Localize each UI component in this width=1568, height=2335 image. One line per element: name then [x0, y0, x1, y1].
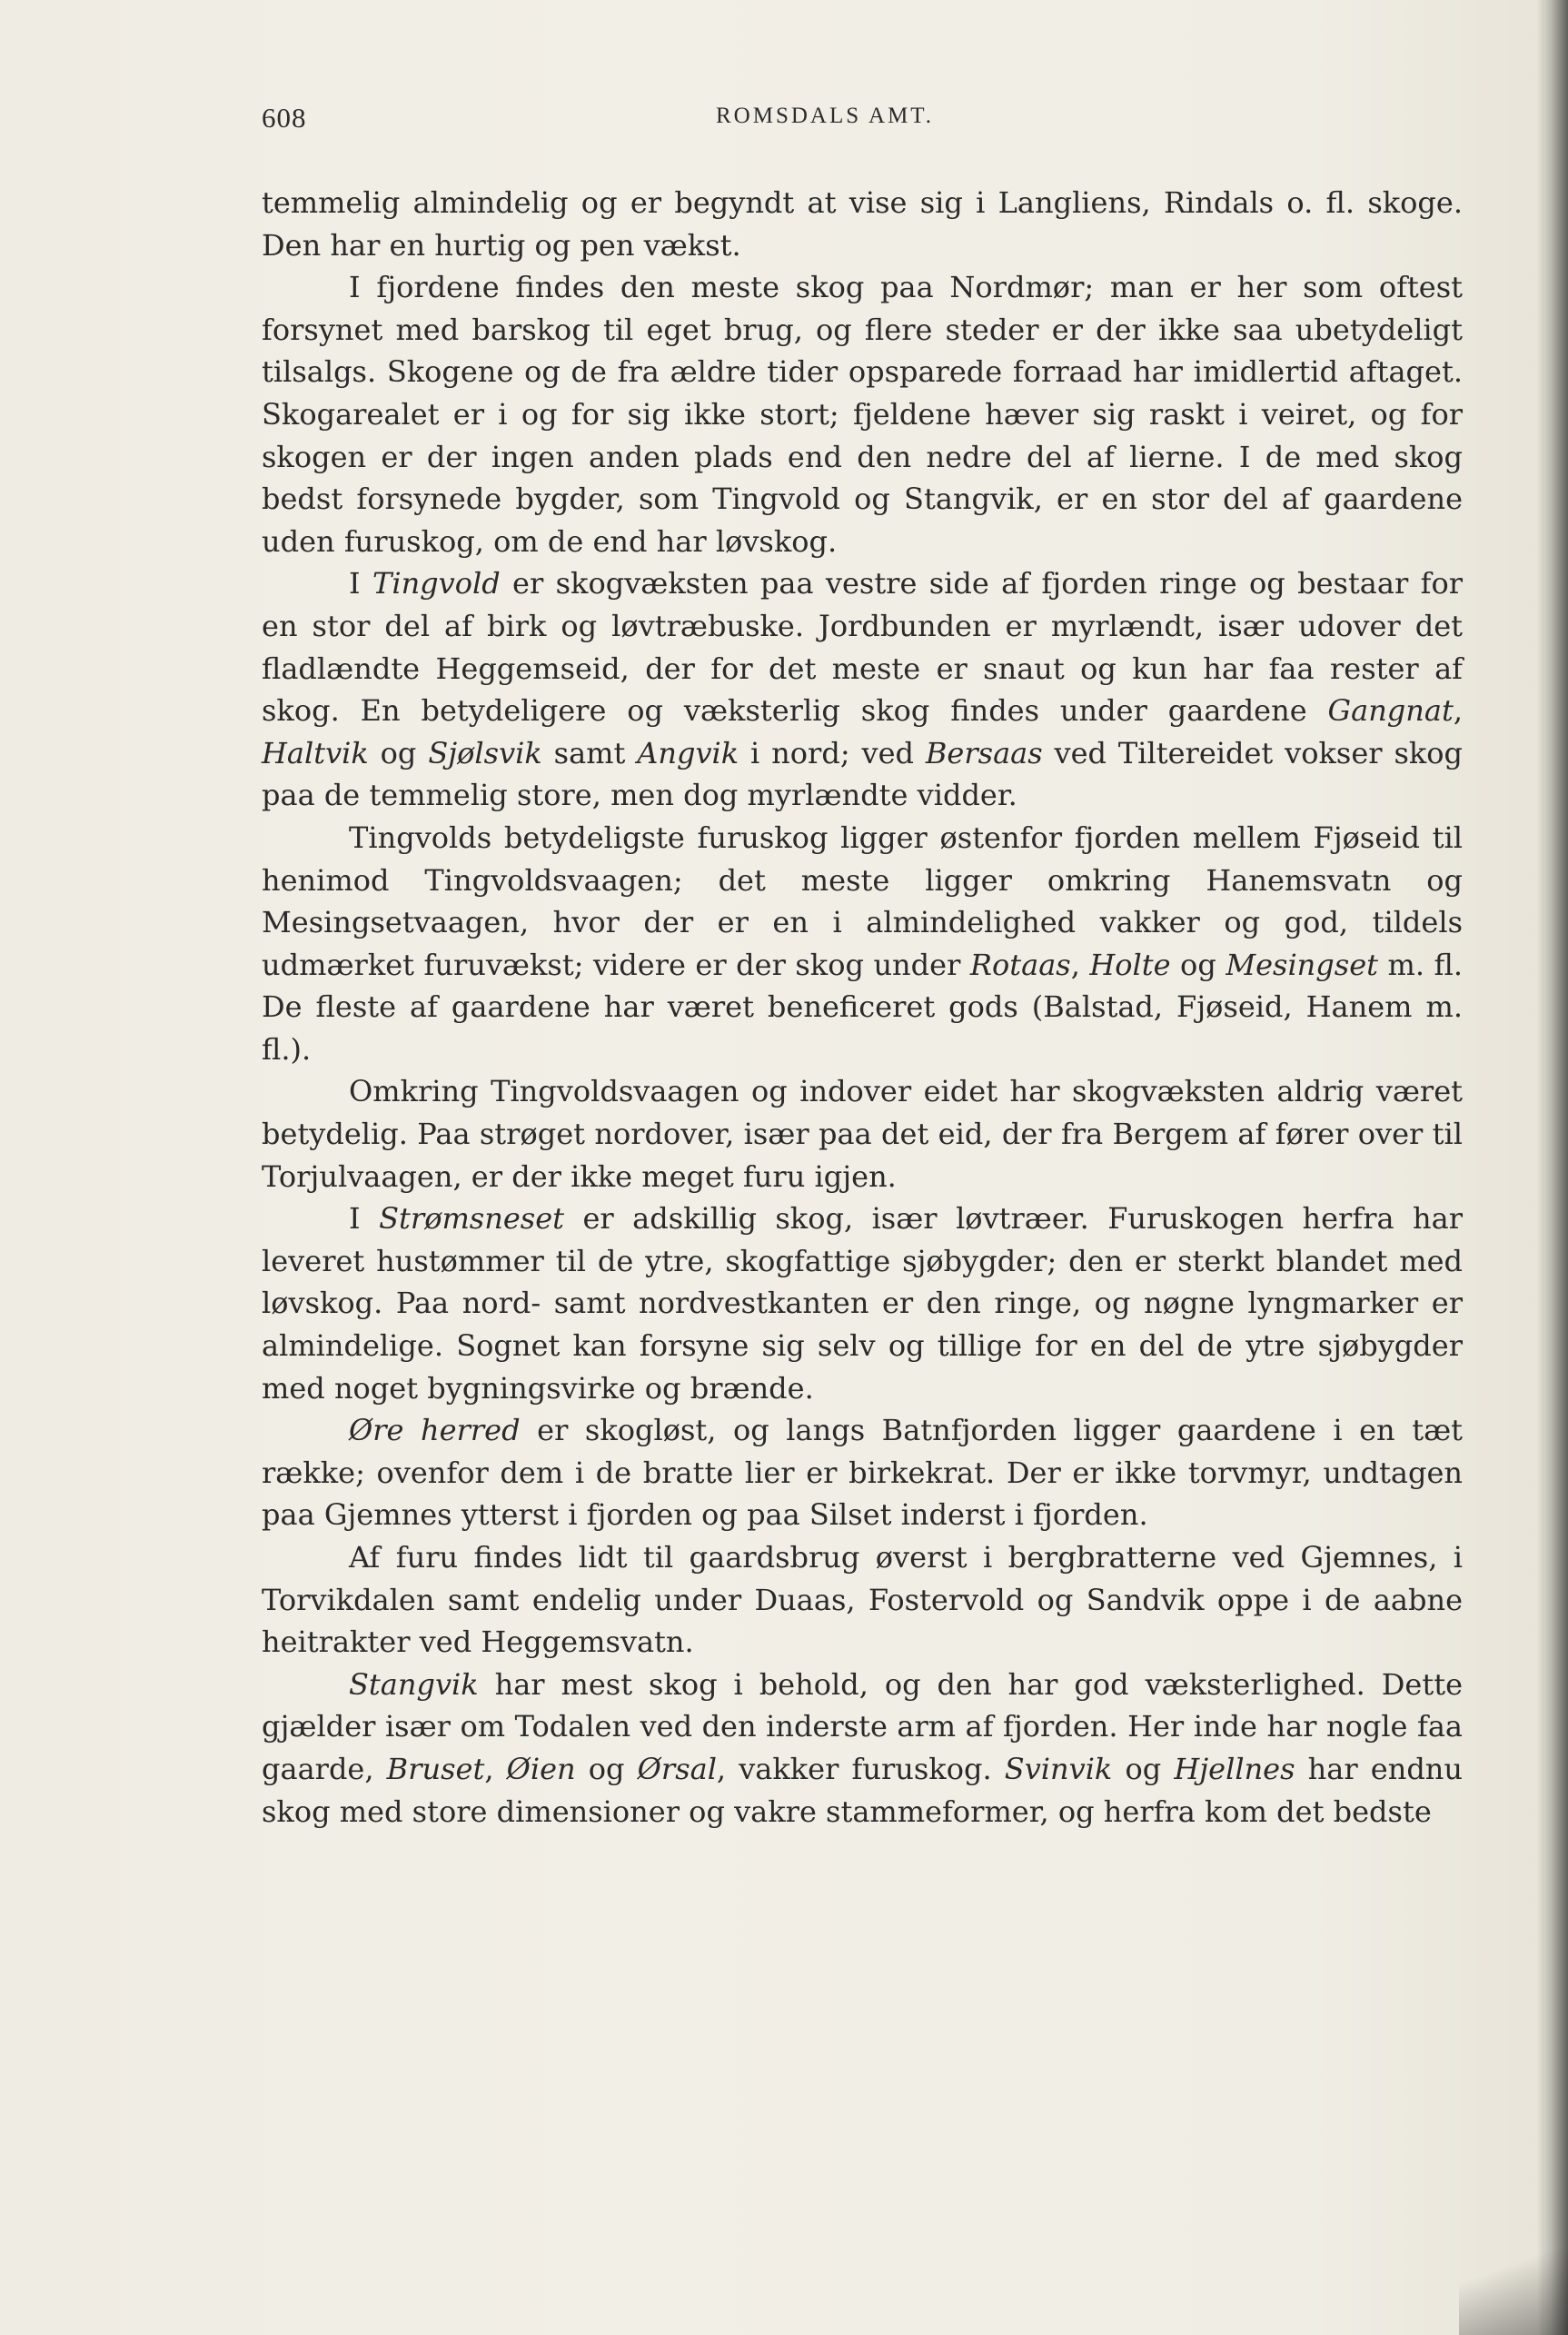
paragraph: temmelig almindelig og er begyndt at vise sig i Langliens, Rindals o. fl. skoge. Den har en hurtig og pen vækst.	[262, 185, 1463, 263]
italic-place-name: Haltvik	[262, 735, 369, 770]
italic-place-name: Angvik	[637, 735, 739, 770]
paragraph: I fjordene findes den meste skog paa Nordmør; man er her som oftest forsynet med barskog til eget brug, og flere steder er der ikke saa ubetydeligt tilsalgs. Skogene og de fra ældre tider opsparede forraad har imidlertid aftaget. Skogarealet er i og for sig ikke stort; fjeldene hæver sig raskt i veiret, og for skogen er der ingen anden plads end den nedre del af lierne. I de med skog bedst forsynede bygder, som Tingvold og Stangvik, er en stor del af gaardene uden furuskog, om de end har løvskog.	[262, 270, 1463, 559]
italic-place-name: Bruset	[386, 1751, 485, 1786]
paragraph: Stangvik har mest skog i behold, og den har god væksterlighed. Dette gjælder især om Todalen ved den inderste arm af fjorden. Her inde har nogle faa gaarde, Bruset, Øien og Ørsal, vakker furuskog. Svinvik og Hjellnes har endnu skog med store dimensioner og vakre stammeformer, og herfra kom det bedste	[262, 1666, 1464, 1829]
italic-place-name: Ørsal	[637, 1751, 717, 1786]
italic-place-name: Holte	[1089, 947, 1171, 982]
page-corner-shadow	[1459, 2244, 1568, 2335]
italic-place-name: Hjellnes	[1174, 1751, 1295, 1786]
italic-place-name: Tingvold	[372, 566, 501, 601]
italic-place-name: Sjølsvik	[428, 735, 542, 770]
italic-place-name: Gangnat	[1327, 693, 1454, 729]
italic-place-name: Rotaas	[969, 947, 1071, 982]
page-edge-shadow	[1537, 0, 1568, 2335]
paragraph: Øre herred er skogløst, og langs Batnfjorden ligger gaardene i en tæt række; ovenfor dem i de bratte lier er birkekrat. Der er ikke torvmyr, undtagen paa Gjemnes ytterst i fjorden og paa Silset inderst i fjorden.	[262, 1413, 1464, 1533]
body-text	[262, 182, 1463, 1833]
page-number: 608	[262, 102, 307, 134]
paragraph: I Strømsneset er adskillig skog, især løvtræer. Furuskogen herfra har leveret hustømmer til de ytre, skogfattige sjøbygder; den er sterkt blandet med løvskog. Paa nord- samt nordvestkanten er den ringe, og nøgne lyngmarker er almindelige. Sognet kan forsyne sig selv og tillige for en del de ytre sjøbygder med noget bygningsvirke og brænde.	[262, 1201, 1464, 1406]
paragraph: Tingvolds betydeligste furuskog ligger østenfor fjorden mellem Fjøseid til henimod Tingvoldsvaagen; det meste ligger omkring Hanemsvatn og Mesingsetvaagen, hvor der er en i almindelighed vakker og god, tildels udmærket furuvækst; videre er der skog under Rotaas, Holte og Mesingset m. fl. De fleste af gaardene har været beneficeret gods (Balstad, Fjøseid, Hanem m. fl.).	[262, 820, 1464, 1067]
italic-place-name: Svinvik	[1004, 1751, 1113, 1786]
paragraph: I Tingvold er skogvæksten paa vestre side af fjorden ringe og bestaar for en stor del af birk og løvtræbuske. Jordbunden er myrlændt, især udover det fladlændte Heggemseid, der for det meste er snaut og kun har faa rester af skog. En betydeligere og væksterlig skog findes under gaardene Gangnat, Haltvik og Sjølsvik samt Angvik i nord; ved Bersaas ved Tiltereidet vokser skog paa de temmelig store, men dog myrlændte vidder.	[262, 566, 1464, 813]
italic-place-name: Strømsneset	[379, 1201, 564, 1237]
italic-place-name: Øre herred	[349, 1413, 521, 1448]
italic-place-name: Øien	[506, 1751, 576, 1786]
italic-place-name: Mesingset	[1226, 947, 1378, 982]
paragraph: Omkring Tingvoldsvaagen og indover eidet har skogvæksten aldrig været betydelig. Paa strøget nordover, især paa det eid, der fra Bergem af fører over til Torjulvaagen, er der ikke meget furu igjen.	[262, 1074, 1463, 1194]
paragraph: Af furu findes lidt til gaardsbrug øverst i bergbratterne ved Gjemnes, i Torvikdalen samt endelig under Duaas, Fostervold og Sandvik oppe i de aabne heitrakter ved Heggemsvatn.	[262, 1540, 1463, 1660]
running-head: ROMSDALS AMT.	[716, 104, 934, 128]
italic-place-name: Bersaas	[925, 735, 1043, 770]
italic-place-name: Stangvik	[349, 1666, 479, 1702]
page-header	[262, 102, 1470, 138]
